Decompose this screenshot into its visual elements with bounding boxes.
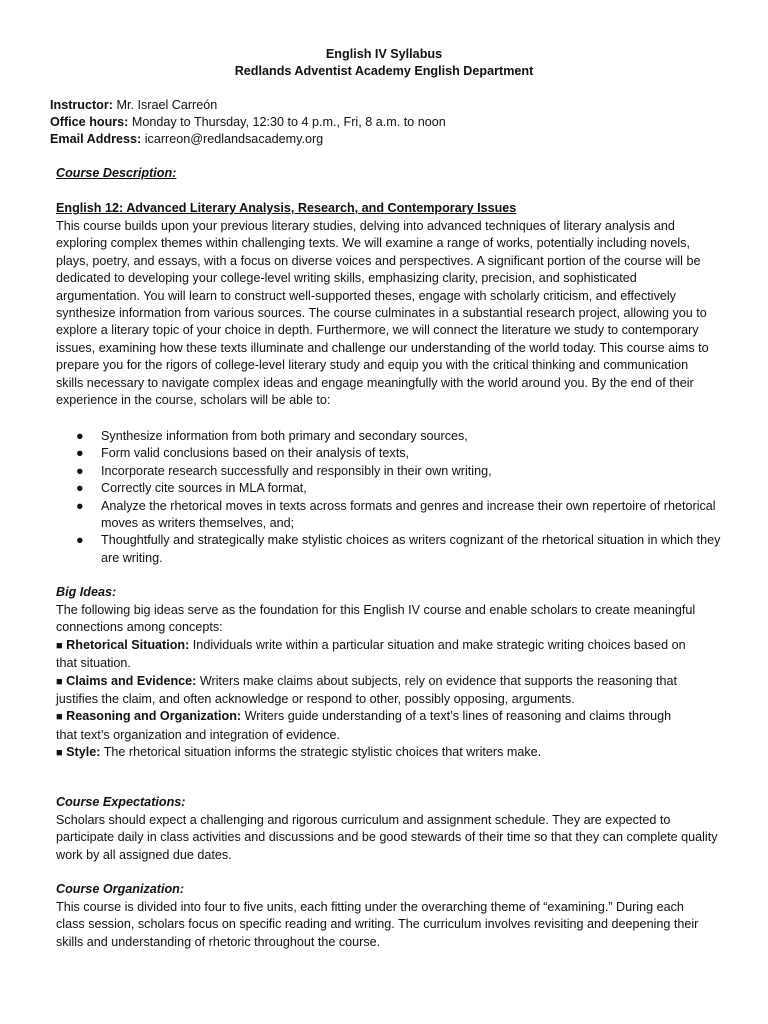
list-item: ● Thoughtfully and strategically make stylistic choices as writers cognizant of the rhetorical situation in which they are writing. <box>76 533 721 565</box>
bullet-icon: ● <box>76 533 84 548</box>
office-hours-value: Monday to Thursday, 12:30 to 4 p.m., Fri, 8 a.m. to noon <box>128 115 446 129</box>
instructor-value: Mr. Israel Carreón <box>112 98 218 112</box>
paragraph-line: dedicated to developing your college-level writing skills, emphasizing clarity, precision, and sophisticated <box>56 271 637 286</box>
paragraph-line: class session, scholars focus on specific reading and writing. The curriculum involves revisiting and deepening their <box>56 917 699 932</box>
email-label: Email Address: <box>50 132 142 146</box>
paragraph-line: argumentation. You will learn to construct well-supported theses, engage with scholarly criticism, and effectively <box>56 288 676 303</box>
course-description-paragraph <box>56 218 728 409</box>
paragraph-line: exploring complex themes within challenging texts. We will examine a range of works, potentially including novels, <box>56 236 690 251</box>
course-organization-heading: Course Organization: <box>56 882 185 896</box>
big-idea-rhetorical-situation: ■ Rhetorical Situation: Individuals write within a particular situation and make strategic writing choices based on <box>56 637 686 652</box>
document-title: English IV Syllabus <box>325 47 443 61</box>
paragraph-line: synthesize information from various sources. The course culminates in a substantial research project, allowing you to <box>56 306 707 321</box>
paragraph-line: participate daily in class activities and discussions and be good stewards of their time so that they can complete quality <box>56 830 718 845</box>
bullet-icon: ● <box>76 498 84 513</box>
paragraph-line: that situation. <box>56 656 131 671</box>
square-bullet-icon: ■ <box>56 747 63 760</box>
bullet-icon: ● <box>76 463 84 478</box>
big-ideas-heading: Big Ideas: <box>56 585 117 599</box>
course-organization-paragraph <box>56 899 728 951</box>
course-expectations-heading: Course Expectations: <box>56 795 186 809</box>
email-line <box>50 131 323 148</box>
paragraph-line: experience in the course, scholars will be able to: <box>56 393 331 408</box>
instructor-label: Instructor: <box>50 98 113 112</box>
big-idea-reasoning-organization: ■ Reasoning and Organization: Writers guide understanding of a text’s lines of reasoning and claims through <box>56 709 672 724</box>
bullet-icon: ● <box>76 481 84 496</box>
office-hours-line <box>50 114 446 131</box>
paragraph-line: work by all assigned due dates. <box>56 847 232 862</box>
paragraph-line: justifies the claim, and often acknowledge or respond to other, possibly opposing, arguments. <box>56 692 575 707</box>
square-bullet-icon: ■ <box>56 711 63 724</box>
paragraph-line: This course builds upon your previous literary studies, delving into advanced techniques of literary analysis and <box>56 219 675 233</box>
document-subtitle: Redlands Adventist Academy English Department <box>234 64 534 78</box>
office-hours-label: Office hours: <box>50 115 129 129</box>
big-idea-style: ■ Style: The rhetorical situation informs the strategic stylistic choices that writers make. <box>56 745 542 760</box>
paragraph-line: skills and understanding of rhetoric throughout the course. <box>56 934 381 949</box>
paragraph-line: connections among concepts: <box>56 620 223 635</box>
paragraph-line: that text’s organization and integration of evidence. <box>56 727 341 742</box>
bullet-icon: ● <box>76 446 84 461</box>
outcomes-list <box>76 428 736 567</box>
big-idea-claims-evidence: ■ Claims and Evidence: Writers make claims about subjects, rely on evidence that supports the reasoning that <box>56 673 678 688</box>
paragraph-line: explore a literary topic of your choice in depth. Furthermore, we will connect the literature we study to contemporary <box>56 323 699 338</box>
list-item: ● Incorporate research successfully and responsibly in their own writing, <box>76 463 736 480</box>
list-item: ● Synthesize information from both primary and secondary sources, <box>76 428 736 445</box>
paragraph-line: plays, poetry, and essays, with a focus on diverse voices and perspectives. A significant portion of the course will be <box>56 253 701 268</box>
paragraph-line: Scholars should expect a challenging and rigorous curriculum and assignment schedule. They are expected to <box>56 813 671 827</box>
paragraph-line: issues, examining how these texts illuminate and challenge our understanding of the world today. This course aims to <box>56 340 709 355</box>
square-bullet-icon: ■ <box>56 639 63 652</box>
course-description-heading: Course Description: <box>56 166 177 180</box>
instructor-line <box>50 97 217 114</box>
bullet-icon: ● <box>76 429 84 443</box>
paragraph-line: This course is divided into four to five units, each fitting under the overarching theme of “examining.” During each <box>56 900 684 914</box>
course-title: English 12: Advanced Literary Analysis, Research, and Contemporary Issues <box>56 201 517 215</box>
paragraph-line: prepare you for the rigors of college-level literary study and equip you with the critical thinking and communication <box>56 358 689 373</box>
paragraph-line: skills necessary to navigate complex ideas and engage meaningfully with the world around you. By the end of their <box>56 375 694 390</box>
list-item: ● Correctly cite sources in MLA format, <box>76 480 736 497</box>
list-item: ● Analyze the rhetorical moves in texts across formats and genres and increase their own repertoire of rhetorical moves as writers themselves, and; <box>76 498 716 531</box>
big-ideas-section <box>56 602 728 763</box>
square-bullet-icon: ■ <box>56 675 63 688</box>
list-item: ● Form valid conclusions based on their analysis of texts, <box>76 445 736 462</box>
course-expectations-paragraph <box>56 812 728 864</box>
paragraph-line: The following big ideas serve as the foundation for this English IV course and enable scholars to create meaningful <box>56 603 696 617</box>
email-value: icarreon@redlandsacademy.org <box>141 132 324 146</box>
